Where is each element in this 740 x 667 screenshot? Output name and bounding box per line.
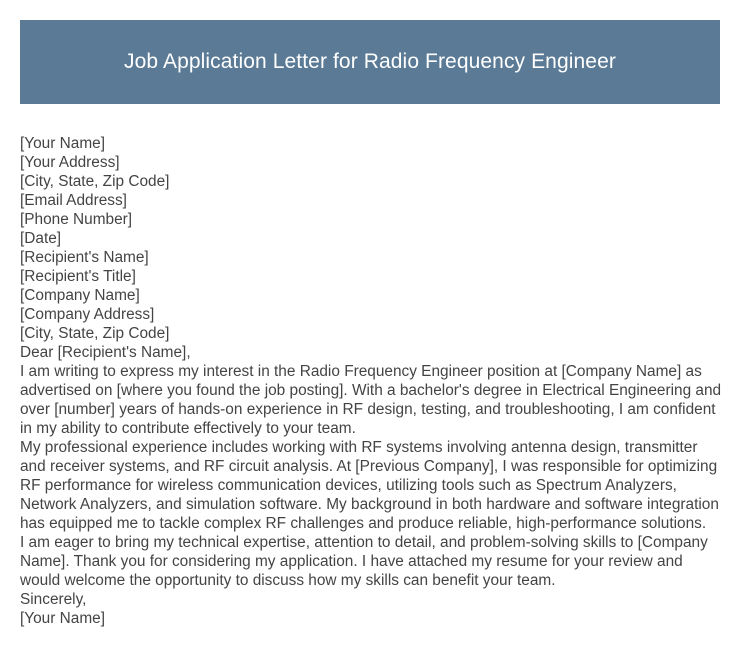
sender-city-state-zip: [City, State, Zip Code] [20,173,170,190]
recipient-company: [Company Name] [20,287,140,304]
letter-date: [Date] [20,230,62,247]
recipient-title: [Recipient's Title] [20,268,136,285]
body-paragraph-closing: I am eager to bring my technical expertise, attention to detail, and problem-solving skills to [Company Name]. Thank you for considering my application. I have attached my resume for your review and would welcome the opportunity to discuss how my skills can benefit your team. [20,534,708,589]
sender-name: [Your Name] [20,135,105,152]
signature: [Your Name] [20,610,105,627]
salutation: Dear [Recipient's Name], [20,344,191,361]
sender-address: [Your Address] [20,154,120,171]
header-banner [20,20,720,104]
closing: Sincerely, [20,591,87,608]
recipient-name: [Recipient's Name] [20,249,149,266]
body-paragraph-experience: My professional experience includes working with RF systems involving antenna design, transmitter and receiver systems, and RF circuit analysis. At [Previous Company], I was responsible for optimizing RF performance for wireless communication devices, utilizing tools such as Spectrum Analyzers, Network Analyzers, and simulation software. My background in both hardware and software integration has equipped me to tackle complex RF challenges and produce reliable, high-performance solutions. [20,439,719,532]
recipient-city-state-zip: [City, State, Zip Code] [20,325,170,342]
letter-body [20,134,725,628]
body-paragraph-intro: I am writing to express my interest in the Radio Frequency Engineer position at [Company Name] as advertised on [where you found the job posting]. With a bachelor's degree in Electrical Engineering and over [number] years of hands-on experience in RF design, testing, and troubleshooting, I am confident in my ability to contribute effectively to your team. [20,363,722,437]
recipient-company-address: [Company Address] [20,306,155,323]
sender-phone: [Phone Number] [20,211,133,228]
page-title: Job Application Letter for Radio Frequency Engineer [124,50,616,73]
sender-email: [Email Address] [20,192,127,209]
